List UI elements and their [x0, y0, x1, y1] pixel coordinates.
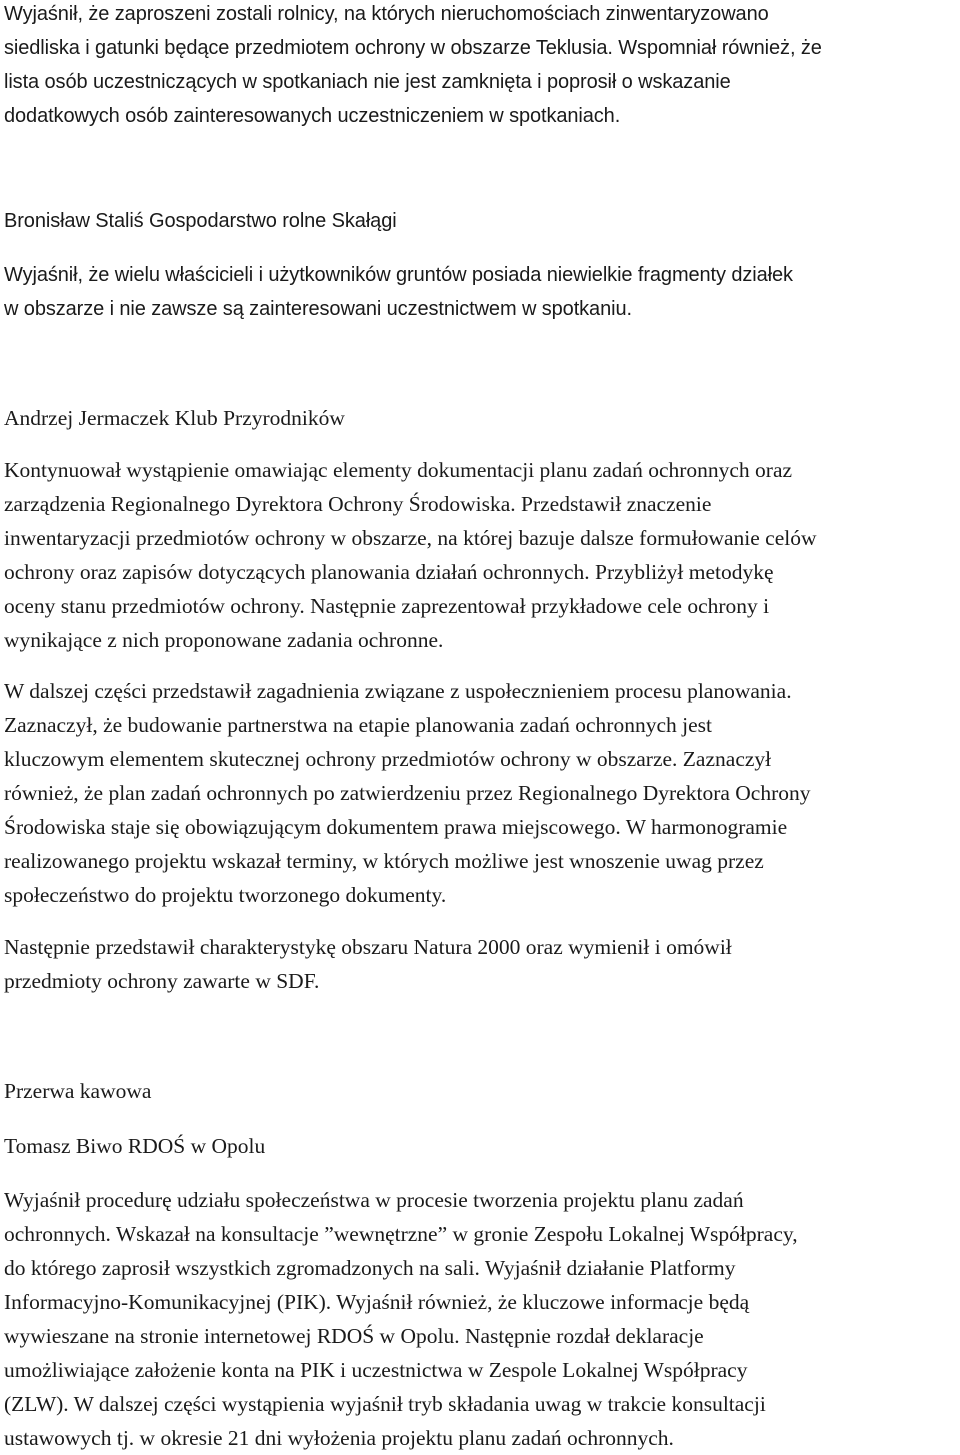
text-line: Środowiska staje się obowiązującym dokumentem prawa miejscowego. W harmonogramie — [4, 815, 788, 839]
text-line: Zaznaczył, że budowanie partnerstwa na etapie planowania zadań ochronnych jest — [4, 713, 712, 737]
speaker-name: Bronisław Staliś Gospodarstwo rolne Skałągi — [4, 210, 397, 232]
text-line: realizowanego projektu wskazał terminy, w których możliwe jest wnoszenie uwag przez — [4, 849, 764, 873]
text-line: siedliska i gatunki będące przedmiotem ochrony w obszarze Teklusia. Wspomniał również, że — [4, 37, 822, 59]
text-line: przedmioty ochrony zawarte w SDF. — [4, 969, 320, 993]
text-line: do którego zaprosił wszystkich zgromadzonych na sali. Wyjaśnił działanie Platformy — [4, 1256, 736, 1280]
text-line: dodatkowych osób zainteresowanych uczestniczeniem w spotkaniach. — [4, 105, 621, 127]
break-label: Przerwa kawowa — [4, 1079, 152, 1103]
text-line: Wyjaśnił procedurę udziału społeczeństwa w procesie tworzenia projektu planu zadań — [4, 1188, 744, 1212]
text-line: wywieszane na stronie internetowej RDOŚ w Opolu. Następnie rozdał deklaracje — [4, 1324, 704, 1348]
speaker-name: Tomasz Biwo RDOŚ w Opolu — [4, 1134, 266, 1158]
break-heading — [4, 1074, 151, 1108]
speaker-heading-biwo — [4, 1129, 265, 1163]
text-line: również, że plan zadań ochronnych po zatwierdzeniu przez Regionalnego Dyrektora Ochrony — [4, 781, 811, 805]
text-line: wynikające z nich proponowane zadania ochronne. — [4, 628, 444, 652]
paragraph-intro — [4, 0, 822, 133]
text-line: zarządzenia Regionalnego Dyrektora Ochrony Środowiska. Przedstawił znaczenie — [4, 492, 712, 516]
paragraph-jermaczek-3 — [4, 930, 732, 998]
paragraph-biwo — [4, 1183, 798, 1455]
text-line: Wyjaśnił, że wielu właścicieli i użytkowników gruntów posiada niewielkie fragmenty działek — [4, 264, 793, 286]
speaker-name: Andrzej Jermaczek Klub Przyrodników — [4, 406, 345, 430]
text-line: społeczeństwo do projektu tworzonego dokumenty. — [4, 883, 447, 907]
paragraph-jermaczek-2 — [4, 674, 811, 912]
text-line: lista osób uczestniczących w spotkaniach nie jest zamknięta i poprosił o wskazanie — [4, 71, 731, 93]
paragraph-jermaczek-1 — [4, 453, 817, 657]
speaker-heading-stalis — [4, 204, 397, 238]
text-line: ochrony oraz zapisów dotyczących planowania działań ochronnych. Przybliżył metodykę — [4, 560, 774, 584]
text-line: ochronnych. Wskazał na konsultacje ”wewnętrzne” w gronie Zespołu Lokalnej Współpracy, — [4, 1222, 798, 1246]
text-line: umożliwiające założenie konta na PIK i uczestnictwa w Zespole Lokalnej Współpracy — [4, 1358, 748, 1382]
text-line: kluczowym elementem skutecznej ochrony przedmiotów ochrony w obszarze. Zaznaczył — [4, 747, 772, 771]
speaker-heading-jermaczek — [4, 401, 345, 435]
paragraph-stalis — [4, 258, 793, 326]
text-line: inwentaryzacji przedmiotów ochrony w obszarze, na której bazuje dalsze formułowanie celów — [4, 526, 817, 550]
text-line: (ZLW). W dalszej części wystąpienia wyjaśnił tryb składania uwag w trakcie konsultacji — [4, 1392, 766, 1416]
text-line: w obszarze i nie zawsze są zainteresowani uczestnictwem w spotkaniu. — [4, 298, 632, 320]
text-line: ustawowych tj. w okresie 21 dni wyłożenia projektu planu zadań ochronnych. — [4, 1426, 674, 1450]
text-line: Następnie przedstawił charakterystykę obszaru Natura 2000 oraz wymienił i omówił — [4, 935, 732, 959]
text-line: Informacyjno-Komunikacyjnej (PIK). Wyjaśnił również, że kluczowe informacje będą — [4, 1290, 750, 1314]
text-line: W dalszej części przedstawił zagadnienia związane z uspołecznieniem procesu planowania. — [4, 679, 792, 703]
text-line: Kontynuował wystąpienie omawiając elementy dokumentacji planu zadań ochronnych oraz — [4, 458, 793, 482]
text-line: Wyjaśnił, że zaproszeni zostali rolnicy, na których nieruchomościach zinwentaryzowano — [4, 3, 769, 25]
text-line: oceny stanu przedmiotów ochrony. Następnie zaprezentował przykładowe cele ochrony i — [4, 594, 770, 618]
